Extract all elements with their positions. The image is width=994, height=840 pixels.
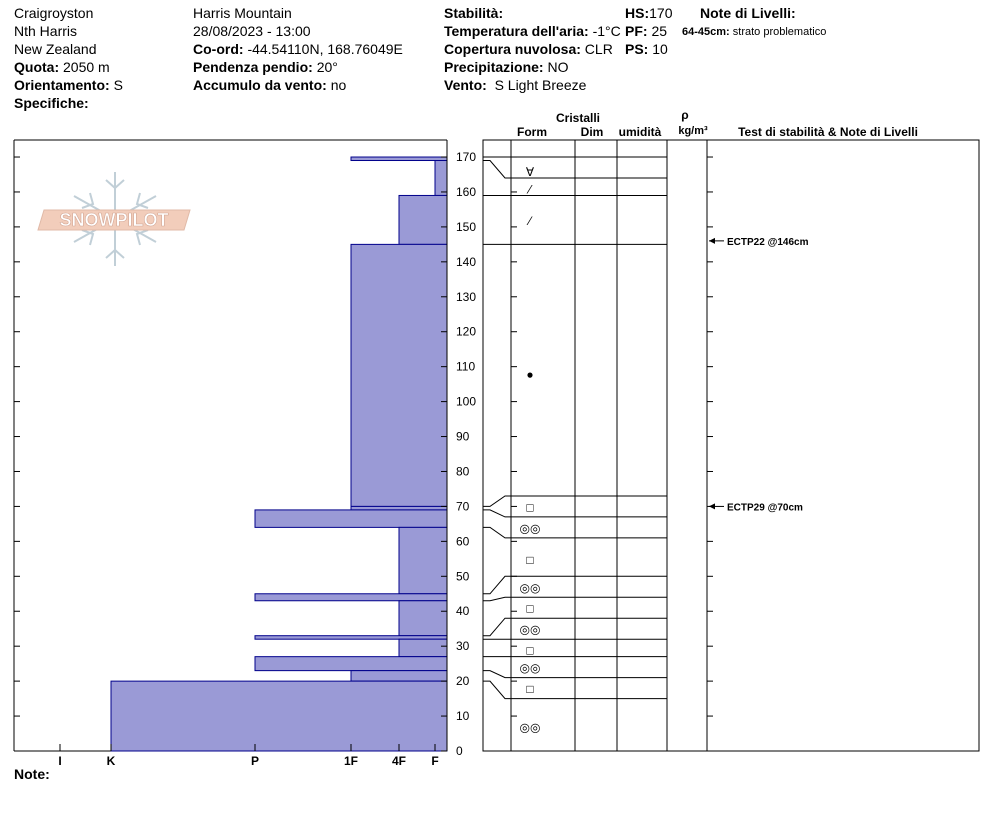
col-header-rho: ρ xyxy=(681,108,689,122)
profile-table-frame xyxy=(483,140,979,751)
left-minor-ticks xyxy=(14,157,20,751)
layer-connector-9 xyxy=(483,618,511,635)
depth-label-10: 10 xyxy=(456,709,470,724)
depth-label-30: 30 xyxy=(456,639,470,654)
notes-label: Note: xyxy=(14,766,50,782)
hardness-bar-9 xyxy=(255,636,447,639)
grain-symbol-7: ◎◎ xyxy=(519,580,541,595)
hardness-bar-2 xyxy=(399,195,447,244)
datetime: 28/08/2023 - 13:00 xyxy=(193,23,311,39)
country-name: New Zealand xyxy=(14,41,97,57)
hardness-bar-11 xyxy=(255,657,447,671)
pf-value: 25 xyxy=(651,23,668,39)
grain-symbol-3: ● xyxy=(526,367,534,382)
grain-symbol-13: ◎◎ xyxy=(519,720,541,735)
col-header-size: Dim xyxy=(580,125,604,139)
depth-label-120: 120 xyxy=(456,324,477,339)
cloud-label: Copertura nuvolosa: xyxy=(444,41,581,57)
depth-label-170: 170 xyxy=(456,150,477,165)
depth-label-100: 100 xyxy=(456,394,477,409)
location-name: Harris Mountain xyxy=(193,5,292,21)
range-name: Nth Harris xyxy=(14,23,78,39)
elevation-value: 2050 m xyxy=(63,59,110,75)
wind-load-label: Accumulo da vento: xyxy=(193,77,327,93)
layer-connector-13 xyxy=(483,681,511,698)
layer-connector-7 xyxy=(483,576,511,593)
elevation-label: Quota: xyxy=(14,59,60,75)
layer-note-text: strato problematico xyxy=(732,26,827,38)
layer-connector-1 xyxy=(483,161,511,178)
wind-value: S Light Breeze xyxy=(494,77,587,93)
hardness-label-4F: 4F xyxy=(391,754,407,768)
precip-value: NO xyxy=(547,59,569,75)
test-label-1: ECTP29 @70cm xyxy=(727,502,803,514)
hardness-bar-1 xyxy=(435,161,447,196)
col-header-tests: Test di stabilità & Note di Livelli xyxy=(738,125,918,139)
precip-label: Precipitazione: xyxy=(444,59,544,75)
depth-label-50: 50 xyxy=(456,569,470,584)
hs-label: HS: xyxy=(625,5,650,21)
layer-connector-5 xyxy=(483,510,511,517)
depth-label-160: 160 xyxy=(456,184,477,199)
depth-label-70: 70 xyxy=(456,499,470,514)
coord-label: Co-ord: xyxy=(193,41,244,57)
snowpilot-logo xyxy=(38,172,190,266)
grain-symbol-4: □ xyxy=(526,500,534,515)
grain-symbol-2: ⁄ xyxy=(528,213,532,228)
slope-label: Pendenza pendio: xyxy=(193,59,313,75)
grain-symbol-12: □ xyxy=(526,682,534,697)
hardness-label-P: P xyxy=(250,754,260,768)
slope-value: 20° xyxy=(316,59,338,75)
hardness-label-1F: 1F xyxy=(343,754,359,768)
hardness-bar-5 xyxy=(255,510,447,527)
ps-value: 10 xyxy=(652,41,668,57)
layer-connector-12 xyxy=(483,671,511,678)
hardness-bars xyxy=(111,157,447,751)
depth-label-90: 90 xyxy=(456,429,470,444)
depth-label-130: 130 xyxy=(456,289,477,304)
col-header-crystals: Cristalli xyxy=(555,111,601,125)
wind-load-value: no xyxy=(330,77,347,93)
hardness-bar-4 xyxy=(351,506,447,509)
hardness-label-I: I xyxy=(58,754,62,768)
hardness-bar-7 xyxy=(255,594,447,601)
layer-note-depth: 64-45cm: xyxy=(682,26,730,38)
coord-value: -44.54110N, 168.76049E xyxy=(247,41,403,57)
aspect-value: S xyxy=(113,77,123,93)
stability-label: Stabilità: xyxy=(444,5,504,21)
hardness-label-K: K xyxy=(106,754,116,768)
hardness-bar-13 xyxy=(111,681,447,751)
layer-connector-4 xyxy=(483,496,511,506)
pf-label: PF: xyxy=(625,23,648,39)
depth-label-150: 150 xyxy=(456,219,477,234)
air-temp-label: Temperatura dell'aria: xyxy=(444,23,589,39)
site-name: Craigroyston xyxy=(14,5,94,21)
test-arrow-head-1 xyxy=(709,503,715,509)
grain-symbol-6: □ xyxy=(526,552,534,567)
grain-symbol-10: □ xyxy=(526,643,534,658)
wind-label: Vento: xyxy=(444,77,487,93)
aspect-label: Orientamento: xyxy=(14,77,110,93)
depth-label-0: 0 xyxy=(456,744,463,758)
hardness-bar-8 xyxy=(399,601,447,636)
air-temp-value: -1°C xyxy=(592,23,621,39)
ps-label: PS: xyxy=(625,41,649,57)
depth-label-40: 40 xyxy=(456,604,470,619)
hardness-bar-12 xyxy=(351,671,447,681)
table-depth-ticks xyxy=(511,157,713,751)
grain-symbol-0: ∀ xyxy=(525,164,535,179)
depth-label-20: 20 xyxy=(456,674,470,689)
hardness-bar-3 xyxy=(351,244,447,506)
col-header-density: kg/m³ xyxy=(678,125,708,137)
hardness-bar-0 xyxy=(351,157,447,160)
depth-label-110: 110 xyxy=(456,359,476,374)
depth-label-80: 80 xyxy=(456,464,470,479)
depth-label-140: 140 xyxy=(456,254,477,269)
hardness-bar-6 xyxy=(399,527,447,593)
specifics-label: Specifiche: xyxy=(14,95,89,111)
test-label-0: ECTP22 @146cm xyxy=(727,236,809,248)
grain-symbol-11: ◎◎ xyxy=(519,661,541,676)
col-header-form: Form xyxy=(517,125,547,139)
grain-symbol-8: □ xyxy=(526,601,534,616)
col-header-moisture: umidità xyxy=(618,125,662,139)
grain-symbol-1: ⁄ xyxy=(528,182,532,197)
depth-label-60: 60 xyxy=(456,534,470,549)
test-arrow-head-0 xyxy=(709,238,715,244)
layer-notes-title: Note di Livelli: xyxy=(700,5,796,21)
layer-connector-8 xyxy=(483,597,511,600)
grain-symbol-9: ◎◎ xyxy=(519,622,541,637)
hardness-bar-10 xyxy=(399,639,447,656)
hs-value: 170 xyxy=(649,5,673,21)
stability-tests xyxy=(709,237,809,514)
grain-symbol-5: ◎◎ xyxy=(519,521,541,536)
hardness-label-F: F xyxy=(431,754,439,768)
grain-symbols xyxy=(520,165,541,735)
layer-connector-6 xyxy=(483,527,511,537)
logo-text: SNOWPILOT xyxy=(59,210,169,230)
cloud-value: CLR xyxy=(584,41,613,57)
